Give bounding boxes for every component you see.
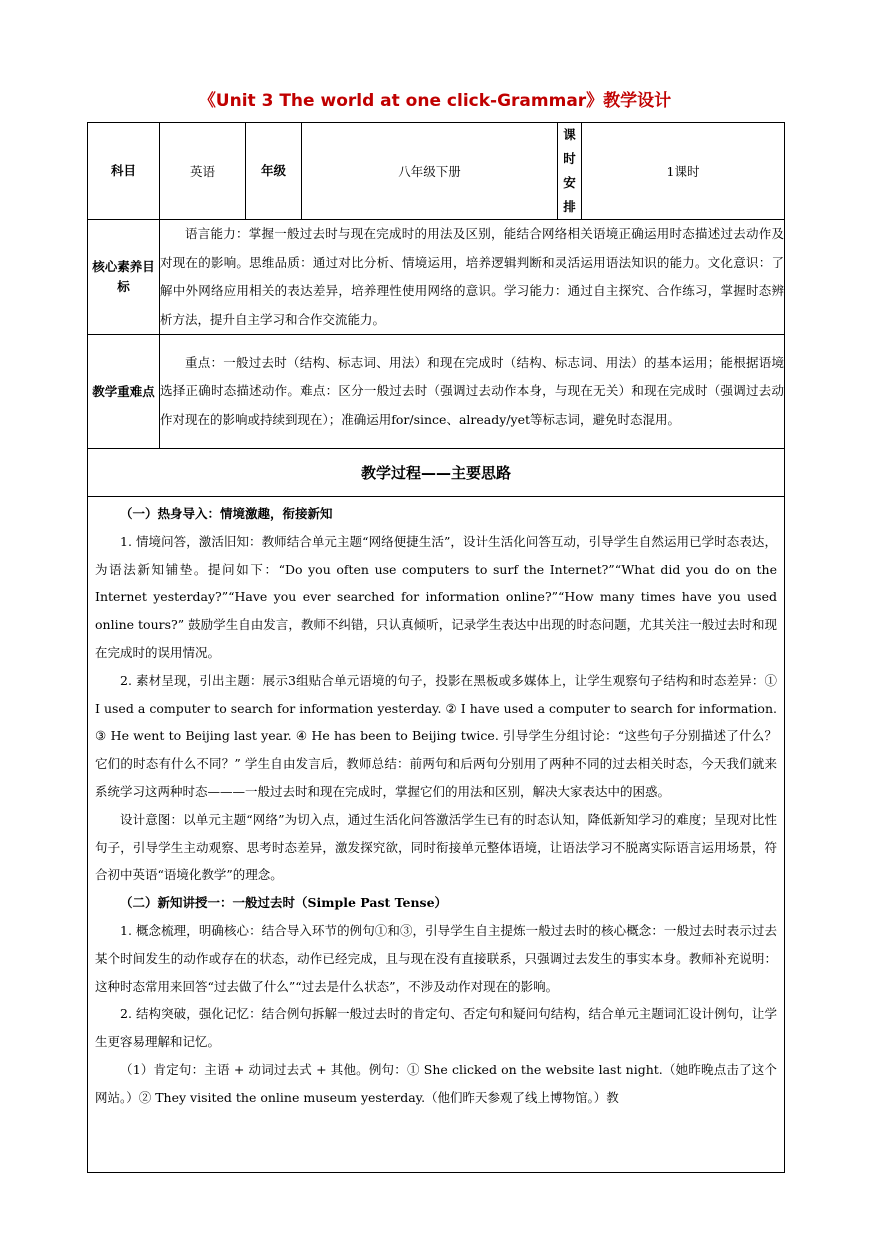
core-goals-row	[88, 220, 785, 335]
process-body-row	[88, 497, 785, 1173]
section-heading: （一）热身导入：情境激趣，衔接新知	[120, 506, 333, 521]
process-heading-row	[88, 449, 785, 497]
process-paragraphs	[95, 500, 777, 1112]
subject-value: 英语	[160, 123, 246, 220]
header-row	[88, 123, 785, 220]
grade-label: 年级	[246, 123, 302, 220]
core-goals-text: 语言能力：掌握一般过去时与现在完成时的用法及区别，能结合网络相关语境正确运用时态描述过去动作及对现在的影响。思维品质：通过对比分析、情境运用，培养逻辑判断和灵活运用语法知识的能力。文化意识：了解中外网络应用相关的表达差异，培养理性使用网络的意识。学习能力：通过自主探究、合作练习，掌握时态辨析方法，提升自主学习和合作交流能力。	[160, 220, 785, 335]
key-points-row	[88, 335, 785, 449]
subject-label: 科目	[88, 123, 160, 220]
grade-value: 八年级下册	[302, 123, 558, 220]
period-value: 1课时	[582, 123, 785, 220]
process-body	[88, 497, 785, 1173]
period-label: 课时安排	[558, 123, 582, 220]
body-paragraph: 1. 情境问答，激活旧知：教师结合单元主题“网络便捷生活”，设计生活化问答互动，引导学生自然运用已学时态表达，为语法新知铺垫。提问如下：“Do you often use computers to surf the Internet?”“What did you do on the Internet yesterday?”“Have you ever searched for information online?”“How many times have you used online tours?” 鼓励学生自由发言，教师不纠错，只认真倾听，记录学生表达中出现的时态问题，尤其关注一般过去时和现在完成时的误用情况。	[95, 533, 777, 660]
key-points-label: 教学重难点	[88, 335, 160, 449]
body-paragraph: 设计意图：以单元主题“网络”为切入点，通过生活化问答激活学生已有的时态认知，降低新知学习的难度；呈现对比性句子，引导学生主动观察、思考时态差异，激发探究欲，同时衔接单元整体语境，让语法学习不脱离实际语言运用场景，符合初中英语“语境化教学”的理念。	[95, 811, 777, 883]
core-goals-label: 核心素养目标	[88, 220, 160, 335]
body-paragraph: （1）肯定句：主语 + 动词过去式 + 其他。例句：① She clicked on the website last night.（她昨晚点击了这个网站。）② They visited the online museum yesterday.（他们昨天参观了线上博物馆。）教	[95, 1061, 777, 1105]
body-paragraph: 2. 素材呈现，引出主题：展示3组贴合单元语境的句子，投影在黑板或多媒体上，让学生观察句子结构和时态差异：① I used a computer to search for information yesterday. ② I have used a computer to search for information. ③ He went to Beijing last year. ④ He has been to Beijing twice. 引导学生分组讨论：“这些句子分别描述了什么？它们的时态有什么不同？” 学生自由发言后，教师总结：前两句和后两句分别用了两种不同的过去相关时态，今天我们就来系统学习这两种时态———一般过去时和现在完成时，掌握它们的用法和区别，解决大家表达中的困惑。	[95, 672, 777, 799]
section-heading: （二）新知讲授一：一般过去时（Simple Past Tense）	[120, 895, 448, 911]
key-points-text: 重点：一般过去时（结构、标志词、用法）和现在完成时（结构、标志词、用法）的基本运用；能根据语境选择正确时态描述动作。难点：区分一般过去时（强调过去动作本身，与现在无关）和现在完成时（强调过去动作对现在的影响或持续到现在）；准确运用for/since、already/yet等标志词，避免时态混用。	[160, 335, 785, 449]
process-heading: 教学过程——主要思路	[88, 449, 785, 497]
body-paragraph: 1. 概念梳理，明确核心：结合导入环节的例句①和③，引导学生自主提炼一般过去时的核心概念：一般过去时表示过去某个时间发生的动作或存在的状态，动作已经完成，且与现在没有直接联系，只强调过去发生的事实本身。教师补充说明：这种时态常用来回答“过去做了什么”“过去是什么状态”，不涉及动作对现在的影响。	[95, 922, 777, 994]
body-paragraph: 2. 结构突破，强化记忆：结合例句拆解一般过去时的肯定句、否定句和疑问句结构，结合单元主题词汇设计例句，让学生更容易理解和记忆。	[95, 1006, 777, 1050]
document-title: 《Unit 3 The world at one click-Grammar》教学设计	[198, 91, 672, 111]
lesson-plan-table	[87, 122, 785, 1173]
